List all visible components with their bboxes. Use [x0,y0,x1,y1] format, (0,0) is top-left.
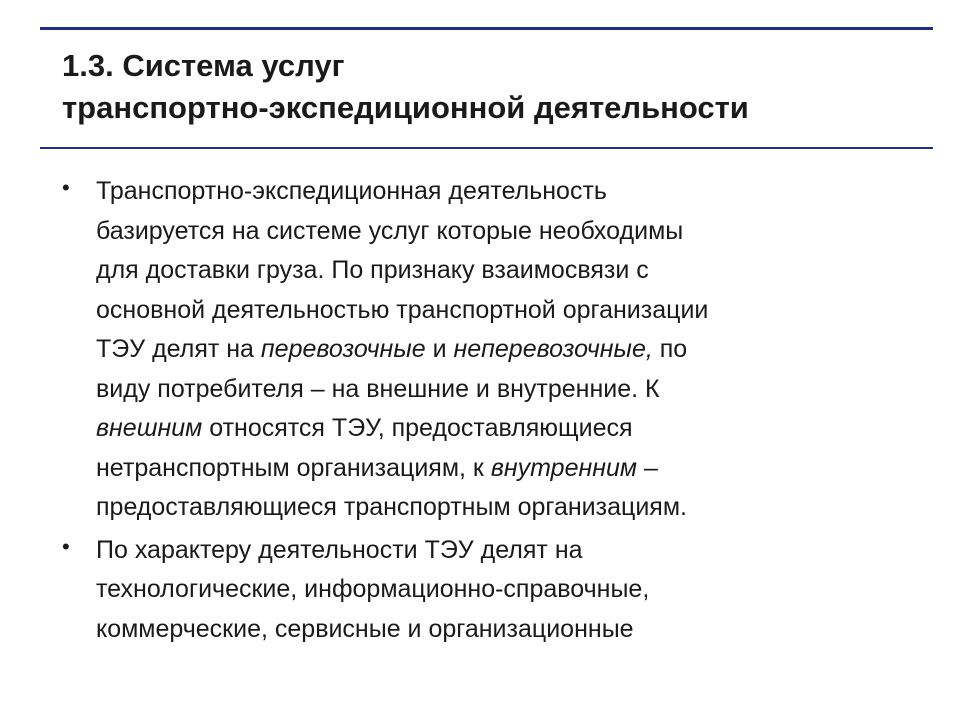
text-run: – [637,453,658,482]
bullet-1-line-5 [96,330,900,370]
bullet-1-line-9: предоставляющиеся транспортным организациям. [96,493,687,521]
bullet-1-line-2: базируется на системе услуг которые необходимы [96,216,684,245]
header-top-rule [40,27,933,30]
bullet-1-line-4: основной деятельностью транспортной организации [96,295,709,324]
bullet-2-line-2: технологические, информационно-справочные, [96,575,650,603]
bullet-1-line-7 [96,409,900,449]
slide-title-line-2: транспортно-экспедиционной деятельности [62,90,749,125]
bullet-item-activity-types [60,531,900,650]
italic-term-transport: перевозочные [260,335,426,363]
bullet-list [60,172,900,649]
italic-term-non-transport: неперевозочные, [453,335,653,363]
slide-title [62,45,922,129]
italic-term-internal: внутренним [490,453,638,482]
slide-title-line-1: 1.3. Система услуг [62,48,345,83]
bullet-2-line-1: По характеру деятельности ТЭУ делят на [96,535,583,564]
text-run: ТЭУ делят на [96,335,261,363]
bullet-1-line-3: для доставки груза. По признаку взаимосвязи с [96,256,649,284]
bullet-dot-icon: • [62,175,70,200]
bullet-dot-icon: • [62,533,70,559]
bullet-item-classification [60,172,900,528]
italic-term-external: внешним [96,414,203,442]
bullet-2-line-3: коммерческие, сервисные и организационные [96,614,634,643]
bullet-1-line-1: Транспортно-экспедиционная деятельность [96,177,607,205]
bullet-1-line-8 [96,449,900,489]
header-bottom-rule [40,147,933,149]
text-run: по [652,335,688,363]
text-run: нетранспортным организациям, к [96,453,491,482]
text-run: и [425,335,454,363]
text-run: относятся ТЭУ, предоставляющиеся [202,414,633,442]
bullet-1-line-6: виду потребителя – на внешние и внутренние. К [96,374,660,403]
